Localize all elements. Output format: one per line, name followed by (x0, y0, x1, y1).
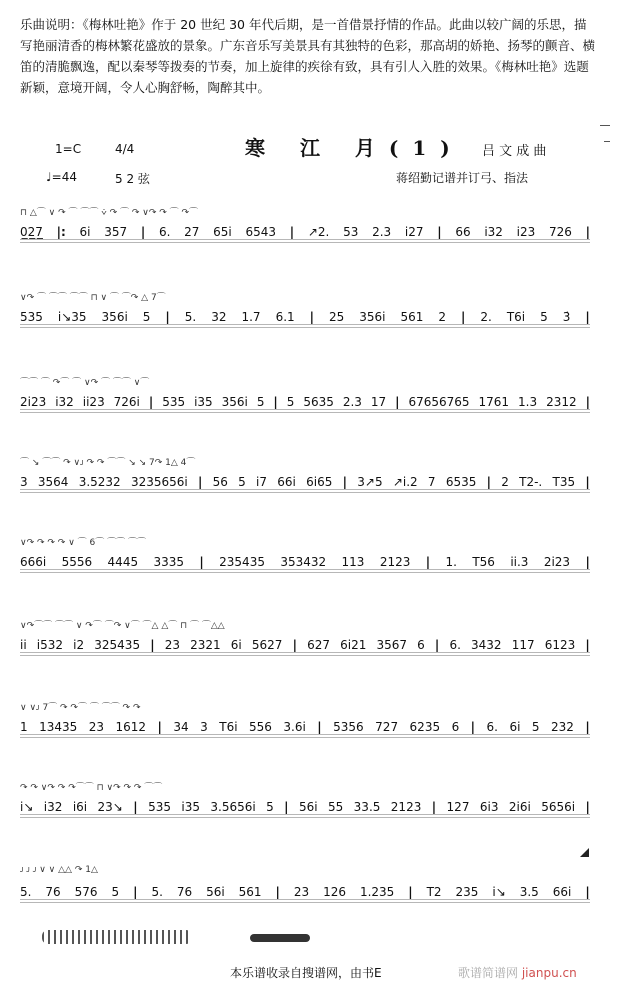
barline: | (585, 395, 590, 409)
note-group: 726 (548, 225, 572, 239)
string-tuning: 5 2 弦 (115, 172, 150, 186)
articulation-marks: ∨↷ ⌒ ⌒⌒ ⌒⌒ ⊓ ∨ ⌒ ⌒↷ △ 7⌒ (20, 293, 166, 303)
watermark-url: jianpu.cn (521, 966, 577, 980)
note-group: 6i3 (479, 800, 499, 814)
note-group: 2123 (390, 800, 422, 814)
beam-lines (20, 814, 590, 818)
time-signature: 4/4 (115, 142, 135, 156)
note-group: 6. (158, 225, 171, 239)
notation-row (20, 375, 590, 415)
note-group: 25 (329, 310, 345, 324)
note-group: 6543 (245, 225, 276, 239)
arranger-note: 蒋绍勤记谱并订弓、指法 (396, 171, 529, 185)
margin-mark (604, 141, 610, 142)
note-group: 3.5232 (78, 475, 121, 489)
note-group: 726i (113, 395, 140, 409)
note-group: 56i (298, 800, 318, 814)
note-group: 76 (176, 885, 193, 899)
note-group: 666i (20, 555, 47, 569)
description-paragraph: 乐曲说明：《梅林吐艳》作于 20 世纪 30 年代后期，是一首借景抒情的作品。此曲以较广阔的乐思，描写艳丽清香的梅林繁花盛放的景象。广东音乐写美景具有其独特的色彩，那高胡的娇艳、扬琴的颤音、横笛的清脆飘逸，配以秦琴等拨奏的节奏，加上旋律的疾徐有致，具有引人入胜的效果。《梅林吐艳》选题新颖，意境开阔，令人心胸舒畅，陶醉其中。 (20, 17, 596, 95)
articulation-marks: ∨↷⌒⌒ ⌒⌒ ∨ ↷⌒ ⌒↷ ∨⌒ ⌒△ △⌒ ⊓ ⌒ ⌒△△ (20, 621, 225, 631)
composer: 吕 文 成 曲 (482, 144, 547, 159)
note-group: 3.6i (283, 720, 306, 734)
note-group: 1. (445, 555, 457, 569)
note-group: 17 (370, 395, 387, 409)
barline: | (342, 475, 347, 489)
note-group: 5. (184, 310, 197, 324)
barline: | (408, 885, 413, 899)
key-signature: 1=C (55, 142, 82, 156)
note-group: 5 (266, 800, 274, 814)
note-group: 6i (509, 720, 521, 734)
notation-row (20, 290, 590, 330)
barline: | (289, 225, 295, 239)
barline: | (157, 720, 162, 734)
note-group: 2.3 (372, 225, 392, 239)
ornament-graphic (250, 934, 310, 942)
note-group: 56i (206, 885, 225, 899)
note-group: 325435 (94, 638, 141, 652)
footer-note: 本乐谱收录自搜谱网，由书E (230, 966, 382, 980)
barline: | (434, 638, 440, 652)
note-group: 32 (211, 310, 227, 324)
note-group: 5 (540, 310, 548, 324)
note-group: 2i6i (508, 800, 531, 814)
note-group: 5556 (61, 555, 93, 569)
note-group: i32 (484, 225, 503, 239)
tempo: ♩=44 (46, 170, 77, 184)
barline: | (585, 720, 590, 734)
note-group: 356i (359, 310, 386, 324)
note-group: i32 (43, 800, 63, 814)
note-group: 6 (417, 638, 425, 652)
barline: | (437, 225, 442, 239)
note-group: 235435 (219, 555, 265, 569)
note-group: i532 (36, 638, 64, 652)
note-group: 5 (256, 395, 265, 409)
articulation-marks: ⌒⌒ ⌒ ↷⌒ ⌒ ∨↷ ⌒ ⌒⌒ ∨⌒ (20, 378, 150, 388)
note-group: 3564 (37, 475, 69, 489)
note-group: 576 (74, 885, 98, 899)
note-group: ii (20, 638, 27, 652)
barline: | (585, 310, 590, 324)
note-group: 2i23 (543, 555, 571, 569)
score-title: 寒 江 月(1) (245, 136, 464, 160)
barline: | (585, 555, 590, 569)
notation-row (20, 618, 590, 658)
ornament-graphic (42, 930, 192, 944)
note-group: 34 (173, 720, 189, 734)
note-group: 66 (455, 225, 471, 239)
articulation-marks: ↷ ↷ ∨↷ ↷ ↷⌒⌒ ⊓ ∨↷ ↷ ↷ ⌒⌒ (20, 783, 163, 793)
note-group: 2312 (546, 395, 577, 409)
note-group: 55 (327, 800, 344, 814)
beam-lines (20, 489, 590, 493)
barline: | (425, 555, 431, 569)
note-group: T35 (552, 475, 576, 489)
note-group: 6. (486, 720, 498, 734)
barline: | (148, 395, 154, 409)
barline: | (199, 555, 204, 569)
beam-lines (20, 239, 590, 243)
note-group: 5 (238, 475, 246, 489)
note-group: 5 (142, 310, 151, 324)
note-group: 3567 (376, 638, 408, 652)
note-group: 13435 (39, 720, 78, 734)
notation-row (20, 455, 590, 495)
note-group: 6. (449, 638, 461, 652)
note-group: 6235 (409, 720, 441, 734)
note-group: 3̇ (562, 310, 571, 324)
barline: | (133, 800, 138, 814)
note-group: 535 (148, 800, 171, 814)
note-group: T56 (472, 555, 495, 569)
note-group: 4445 (107, 555, 139, 569)
note-group: i27 (404, 225, 424, 239)
barline: | (292, 638, 297, 652)
note-group: i↘35 (57, 310, 87, 324)
note-group: 127 (446, 800, 470, 814)
articulation-marks: ⊓ △⌒ ∨ ↷ ⌒ ⌒⌒ ⩒ ↷ ⌒ ↷ ∨↷ ↷ ⌒ ↷⌒ (20, 208, 199, 218)
note-group: 5. (151, 885, 163, 899)
note-group: 2i23 (20, 395, 47, 409)
barline: | (585, 885, 590, 899)
barline: | (585, 800, 590, 814)
note-group: 627 (307, 638, 330, 652)
note-group: 6 (451, 720, 460, 734)
beam-lines (20, 652, 590, 656)
note-group: 3↗5 (357, 475, 383, 489)
notation-row (20, 535, 590, 575)
note-group: 535 (162, 395, 186, 409)
note-group: 6.1 (275, 310, 295, 324)
note-group: 2. (480, 310, 492, 324)
note-group: ii.3 (510, 555, 529, 569)
barline: | (317, 720, 322, 734)
note-group: 23 (88, 720, 105, 734)
note-group: 1 (20, 720, 28, 734)
note-group: 561 (400, 310, 424, 324)
note-group: i↘ (492, 885, 506, 899)
note-group: 6535 (445, 475, 477, 489)
beam-lines (20, 734, 590, 738)
barline: | (275, 885, 280, 899)
barline: | (150, 638, 155, 652)
articulation-marks: ∨↷ ↷ ↷ ↷ ∨ ⌒ 6⌒ ⌒⌒ ⌒⌒ (20, 538, 146, 548)
note-group: 3.5 (519, 885, 539, 899)
barline: | (470, 720, 476, 734)
note-group: 535 (20, 310, 43, 324)
note-group: 1761 (478, 395, 510, 409)
note-group: 353432 (280, 555, 327, 569)
note-group: 5627 (251, 638, 283, 652)
note-group: 113 (341, 555, 365, 569)
note-group: 2.3 (342, 395, 362, 409)
note-group: T2 (426, 885, 442, 899)
note-group: 66i (552, 885, 572, 899)
note-group: 2 (438, 310, 447, 324)
articulation-marks: ᴊ ᴊ ᴊ ∨ ∨ △△ ↷ 1△ (20, 865, 98, 875)
note-group: 5635 (303, 395, 334, 409)
notation-row (20, 700, 590, 740)
note-group: 53 (343, 225, 359, 239)
note-group: 5 (531, 720, 540, 734)
note-group: 2321 (190, 638, 221, 652)
barline: | (395, 395, 400, 409)
barline: | (284, 800, 289, 814)
note-group: 232 (551, 720, 574, 734)
barline: | (585, 638, 590, 652)
note-group: 1.3 (518, 395, 538, 409)
note-group: 3235656i (130, 475, 188, 489)
note-group: 67656765 (408, 395, 470, 409)
margin-mark (600, 125, 610, 126)
note-group: 66i (277, 475, 296, 489)
note-group: 357 (104, 225, 128, 239)
barline: | (486, 475, 491, 489)
note-group: T2-. (519, 475, 543, 489)
barline: |: (56, 225, 66, 239)
note-group: 356i (221, 395, 248, 409)
note-group: 3.5656i (210, 800, 256, 814)
note-group: 235 (455, 885, 479, 899)
note-group: 6i (79, 225, 91, 239)
note-group: i32 (55, 395, 74, 409)
note-group: ↗2. (307, 225, 330, 239)
note-group: T6i (506, 310, 526, 324)
note-group: i2 (73, 638, 85, 652)
barline: | (309, 310, 315, 324)
barline: | (585, 475, 590, 489)
note-group: 5656i (541, 800, 576, 814)
note-group: 27 (184, 225, 200, 239)
notation-row (20, 205, 590, 245)
note-group: 7 (427, 475, 436, 489)
note-group: ii23 (82, 395, 105, 409)
articulation-marks: ⌒ ↘ ⌒⌒ ↷ ∨ᴊ ↷ ↷ ⌒⌒ ↘ ↘ 7↷ 1△ 4⌒ (20, 458, 196, 468)
articulation-marks: ∨ ∨ᴊ 7⌒ ↷ ↷⌒ ⌒ ⌒⌒ ↷ ↷ (20, 703, 141, 713)
beam-lines (20, 324, 590, 328)
beam-lines (20, 409, 590, 413)
note-group: 5356 (333, 720, 364, 734)
note-group: 1612 (115, 720, 147, 734)
barline: | (165, 310, 170, 324)
barline: | (461, 310, 466, 324)
note-group: T6i (219, 720, 238, 734)
note-group: ↗i.2 (392, 475, 418, 489)
note-group: 23 (164, 638, 180, 652)
note-group: i23 (516, 225, 536, 239)
note-group: i35 (181, 800, 200, 814)
note-group: 65i (213, 225, 232, 239)
note-group: 2 (501, 475, 509, 489)
notation-row (20, 780, 590, 820)
note-group: 5 (286, 395, 295, 409)
note-group: 33.5 (353, 800, 381, 814)
watermark (458, 964, 577, 981)
note-group: 3335 (153, 555, 185, 569)
note-group: 117 (511, 638, 535, 652)
note-group: 727 (375, 720, 399, 734)
page-corner-mark (580, 848, 589, 857)
note-group: 6i (230, 638, 242, 652)
note-group: 561 (238, 885, 262, 899)
note-group: i6i (72, 800, 88, 814)
watermark-site: 歌谱简谱网 (458, 966, 519, 980)
note-group: 0̲2̲7̲ (20, 225, 43, 239)
note-group: 2123 (379, 555, 411, 569)
note-group: 3 (200, 720, 208, 734)
note-group: 5 (111, 885, 120, 899)
note-group: 6i21 (340, 638, 367, 652)
barline: | (273, 395, 278, 409)
note-group: 5. (20, 885, 32, 899)
barline: | (140, 225, 146, 239)
note-group: 56 (212, 475, 228, 489)
notation-row (20, 865, 590, 905)
note-group: 356i (101, 310, 128, 324)
note-group: 556 (249, 720, 272, 734)
beam-lines (20, 569, 590, 573)
note-group: 76 (45, 885, 61, 899)
note-group: i↘ (20, 800, 34, 814)
barline: | (197, 475, 203, 489)
barline: | (431, 800, 437, 814)
note-group: 23↘ (97, 800, 123, 814)
note-group: i35 (194, 395, 213, 409)
note-group: 23 (293, 885, 310, 899)
note-group: 1.7 (241, 310, 261, 324)
note-group: 3432 (471, 638, 502, 652)
note-group: 6i65 (306, 475, 333, 489)
beam-lines (20, 899, 590, 903)
note-group: i7 (256, 475, 267, 489)
note-group: 1.235 (359, 885, 395, 899)
barline: | (585, 225, 590, 239)
barline: | (133, 885, 138, 899)
note-group: 6123 (544, 638, 576, 652)
note-group: 3 (20, 475, 28, 489)
note-group: 126 (323, 885, 346, 899)
